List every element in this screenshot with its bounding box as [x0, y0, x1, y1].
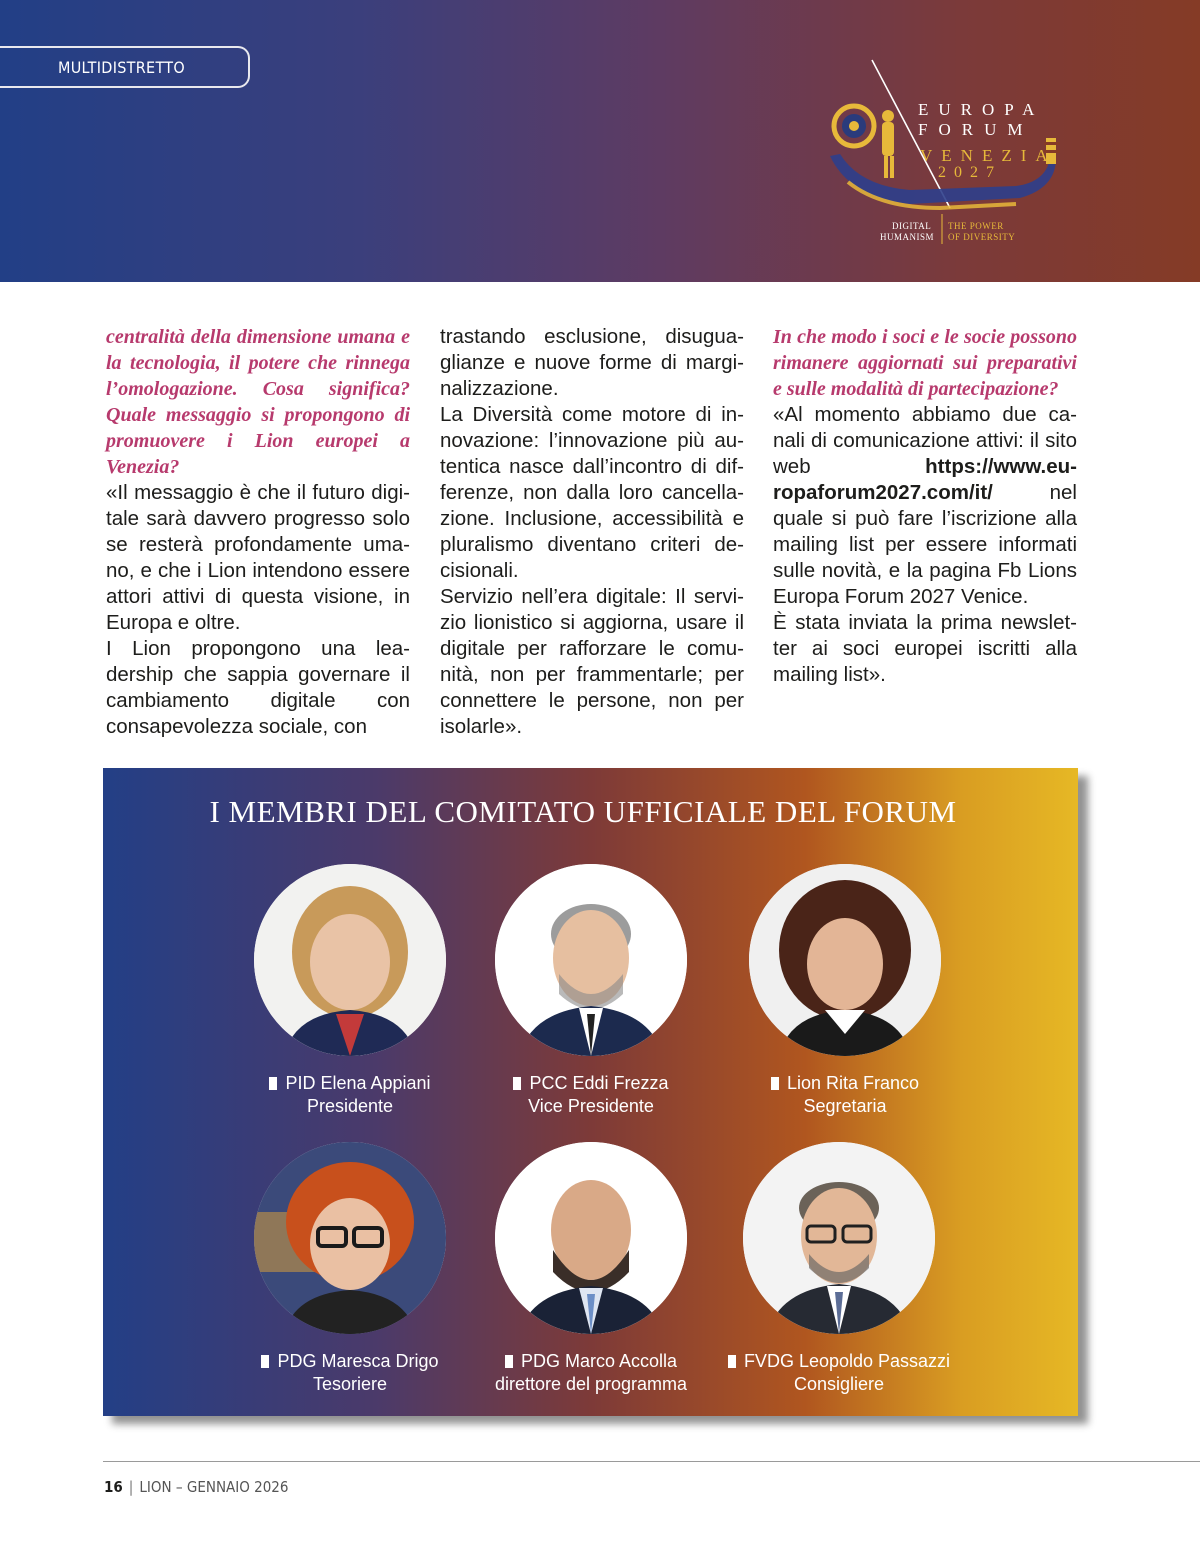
website-link[interactable]: https://www.europaforum2027.com/it/ [773, 455, 1077, 504]
committee-member [725, 864, 965, 1118]
publication-info: LION – GENNAIO 2026 [139, 1478, 289, 1496]
member-role: Consigliere [793, 1374, 885, 1394]
committee-member [471, 864, 711, 1118]
logo-tagline-humanism: HUMANISM [880, 232, 935, 242]
answer-paragraph: La Diversità come motore di innovazione: l’innovazione più autentica nasce dall’incontro di differenze, non dalla loro cancellazione. Inclusione, accessibilità e pluralismo diventano criteri decisionali. [440, 403, 744, 582]
member-role: Segretaria [803, 1096, 887, 1116]
member-role: Vice Presidente [528, 1096, 654, 1116]
europa-forum-logo [820, 58, 1060, 248]
interview-question: In che modo i soci e le socie possono rimanere aggiornati sui preparativi e sulle modalità di partecipazione? [773, 326, 1077, 400]
logo-europa-text: EUROPA [918, 100, 1045, 119]
footer [104, 1478, 288, 1496]
answer-paragraph [773, 402, 1077, 610]
logo-tagline-digital: DIGITAL [892, 221, 932, 231]
answer-paragraph: È stata inviata la prima newsletter ai soci europei iscritti alla mailing list». [773, 611, 1077, 686]
member-role: Tesoriere [312, 1374, 388, 1394]
logo-forum-text: FORUM [918, 120, 1034, 139]
committee-box [103, 768, 1078, 1416]
page-number: 16 [104, 1478, 123, 1496]
bullet-icon [505, 1355, 513, 1368]
member-role: direttore del programma [494, 1374, 688, 1394]
committee-member [719, 1142, 959, 1396]
answer-paragraph: Servizio nell’era digitale: Il servizio lionistico si aggiorna, usare il digitale per rafforzare le comunità, non per frammentarle; per connettere le persone, non per isolarle». [440, 585, 744, 738]
article-column-1 [106, 324, 410, 740]
committee-member [230, 864, 470, 1118]
bullet-icon [513, 1077, 521, 1090]
man-portrait-icon [743, 1142, 935, 1334]
member-name: PDG Maresca Drigo [277, 1351, 439, 1371]
logo-year-text: 2027 [938, 164, 1002, 181]
interview-question: centralità della dimensione umana e la tecnologia, il potere che rinnega l’omologazione. Cosa significa? Quale messaggio si propongono di promuovere i Lion europei a Venezia? [106, 326, 410, 478]
footer-separator: | [128, 1478, 134, 1496]
bullet-icon [261, 1355, 269, 1368]
bullet-icon [728, 1355, 736, 1368]
member-name: FVDG Leopoldo Passazzi [743, 1351, 951, 1371]
answer-paragraph: I Lion propongono una leadership che sappia governare il cambiamento digitale con consapevolezza sociale, con [106, 637, 410, 738]
committee-member [230, 1142, 470, 1396]
footer-rule [103, 1461, 1200, 1462]
logo-tagline-diversity: OF DIVERSITY [948, 232, 1016, 242]
committee-member [471, 1142, 711, 1396]
answer-paragraph: trastando esclusione, disuguaglianze e nuove forme di marginalizzazione. [440, 325, 744, 400]
committee-title: I MEMBRI DEL COMITATO UFFICIALE DEL FORUM [209, 794, 957, 829]
answer-text: «Al momento abbiamo due canali di comunicazione attivi: il sito web [773, 403, 1077, 478]
woman-portrait-icon [254, 864, 446, 1056]
bullet-icon [771, 1077, 779, 1090]
answer-paragraph: «Il messaggio è che il futuro digitale sarà davvero progresso solo se resterà profondamente umano, e che i Lion intendono essere attori attivi di questa visione, in Europa e oltre. [106, 481, 410, 634]
member-name: Lion Rita Franco [786, 1073, 920, 1093]
answer-text: nel quale si può fare l’iscrizione alla mailing list per essere informati sulle novità, e la pagina Fb Lions Europa Forum 2027 Venice. [773, 481, 1077, 608]
member-name: PCC Eddi Frezza [529, 1073, 669, 1093]
member-role: Presidente [306, 1096, 394, 1116]
member-name: PDG Marco Accolla [520, 1351, 678, 1371]
logo-tagline-power: THE POWER [948, 221, 1004, 231]
section-label: MULTIDISTRETTO [58, 58, 185, 77]
man-portrait-icon [495, 864, 687, 1056]
man-portrait-icon [495, 1142, 687, 1334]
woman-portrait-icon [749, 864, 941, 1056]
woman-portrait-icon [254, 1142, 446, 1334]
logo-venezia-text: VENEZIA [920, 146, 1057, 165]
article-column-2 [440, 324, 744, 740]
member-name: PID Elena Appiani [285, 1073, 431, 1093]
bullet-icon [269, 1077, 277, 1090]
article-column-3 [773, 324, 1077, 688]
